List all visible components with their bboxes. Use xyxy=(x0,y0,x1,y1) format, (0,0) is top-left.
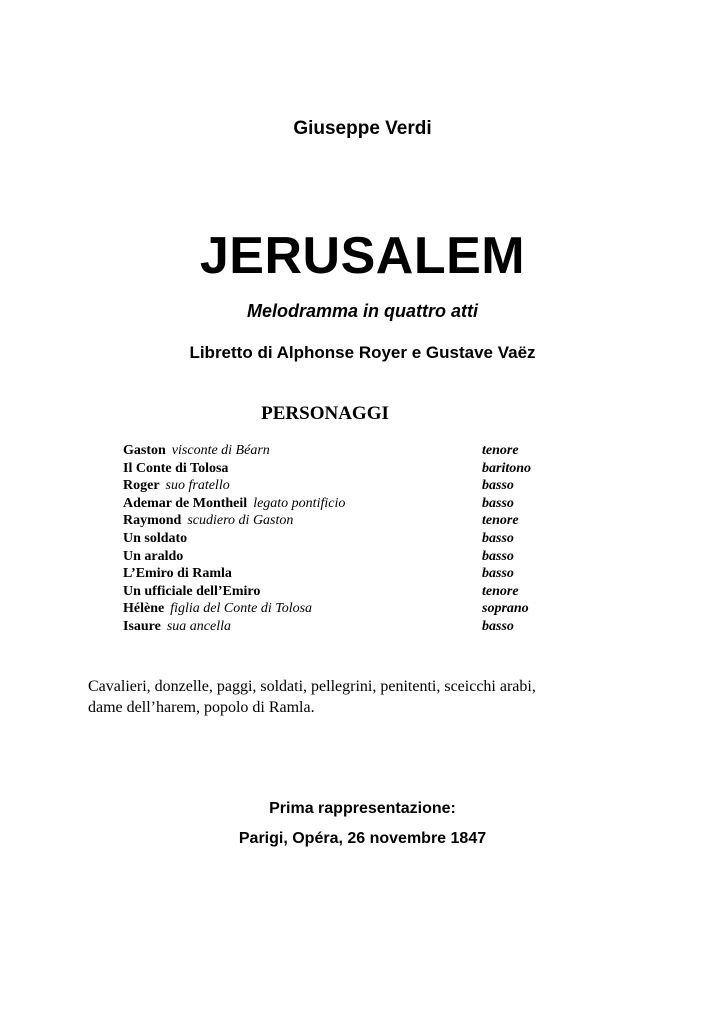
cast-row xyxy=(123,460,543,478)
composer-name: Giuseppe Verdi xyxy=(293,118,432,139)
cast-name: Un soldato xyxy=(123,530,188,546)
cast-description: legato pontificio xyxy=(253,495,346,511)
cast-voice: basso xyxy=(482,548,514,564)
cast-row xyxy=(123,583,543,601)
cast-row xyxy=(123,565,543,583)
cast-description: suo fratello xyxy=(165,478,230,494)
cast-row xyxy=(123,618,543,636)
cast-name: Gaston xyxy=(123,443,166,458)
cast-row xyxy=(123,530,543,548)
cast-name: Roger xyxy=(123,478,160,494)
cast-row xyxy=(123,512,543,530)
cast-name: L’Emiro di Ramla xyxy=(123,566,232,582)
libretto-credit: Libretto di Alphonse Royer e Gustave Vaëz xyxy=(189,343,536,362)
cast-row xyxy=(123,477,543,495)
opera-subtitle: Melodramma in quattro atti xyxy=(246,301,479,321)
chorus-list xyxy=(88,676,648,718)
chorus-line-1: Cavalieri, donzelle, paggi, soldati, pellegrini, penitenti, sceicchi arabi, xyxy=(88,678,536,695)
opera-title: JERUSALEM xyxy=(199,227,526,285)
cast-name: Un araldo xyxy=(123,548,184,564)
cast-voice: basso xyxy=(482,618,514,634)
cast-row xyxy=(123,495,543,513)
cast-voice: basso xyxy=(482,530,514,546)
cast-description: visconte di Béarn xyxy=(171,443,270,458)
cast-voice: tenore xyxy=(482,443,519,458)
cast-row xyxy=(123,548,543,566)
cast-description: sua ancella xyxy=(166,618,232,634)
cast-list xyxy=(123,442,543,636)
cast-name: Isaure xyxy=(123,618,161,634)
cast-name: Il Conte di Tolosa xyxy=(123,460,229,476)
cast-name: Hélène xyxy=(123,601,165,617)
cast-voice: basso xyxy=(482,566,514,582)
cast-name: Ademar de Montheil xyxy=(123,495,248,511)
premiere-label: Prima rappresentazione: xyxy=(269,800,456,817)
cast-name: Un ufficiale dell’Emiro xyxy=(123,583,261,599)
cast-voice: soprano xyxy=(482,601,529,617)
cast-description: scudiero di Gaston xyxy=(187,513,294,529)
cast-voice: tenore xyxy=(482,513,519,529)
cast-row xyxy=(123,442,543,460)
cast-voice: tenore xyxy=(482,583,519,599)
cast-description: figlia del Conte di Tolosa xyxy=(170,601,313,617)
cast-heading: PERSONAGGI xyxy=(261,403,389,424)
premiere-detail: Parigi, Opéra, 26 novembre 1847 xyxy=(238,830,487,847)
cast-voice: baritono xyxy=(482,460,532,476)
cast-voice: basso xyxy=(482,478,514,494)
cast-voice: basso xyxy=(482,495,514,511)
chorus-line-2: dame dell’harem, popolo di Ramla. xyxy=(88,699,315,716)
cast-name: Raymond xyxy=(123,513,182,529)
cast-row xyxy=(123,600,543,618)
